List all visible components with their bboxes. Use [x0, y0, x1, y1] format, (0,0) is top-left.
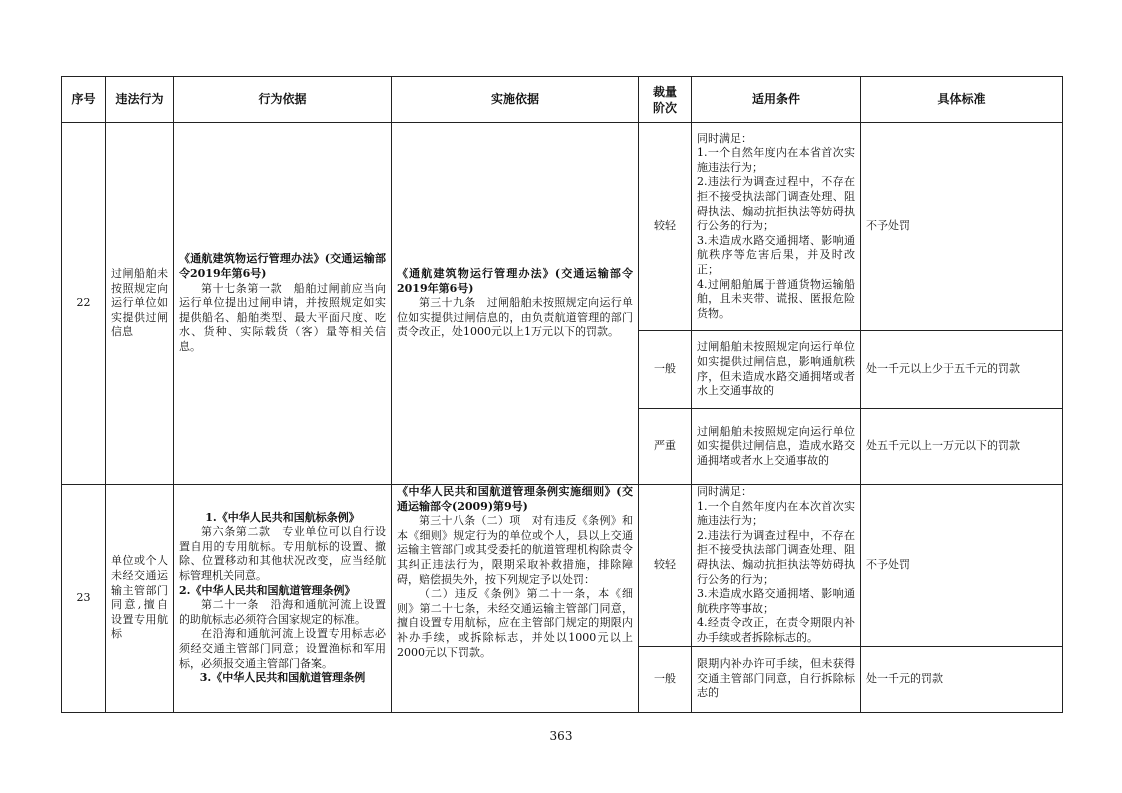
header-basis: 行为依据 — [174, 77, 392, 123]
condition-line: 1.一个自然年度内在本省首次实施违法行为； — [697, 146, 855, 174]
cell-condition — [692, 409, 861, 485]
condition-line: 限期内补办许可手续，但未获得交通主管部门同意，自行拆除标志的 — [697, 657, 855, 700]
cell-standard: 不予处罚 — [861, 485, 1063, 647]
basis-paragraph: 第二十一条 沿海和通航河流上设置的助航标志必须符合国家规定的标准。 — [179, 598, 386, 626]
cell-condition — [692, 331, 861, 409]
cell-violation: 单位或个人未经交通运输主管部门同意,擅自设置专用航标 — [106, 485, 174, 713]
cell-impl — [392, 485, 639, 713]
cell-standard: 处五千元以上一万元以下的罚款 — [861, 409, 1063, 485]
cell-level: 一般 — [639, 646, 692, 712]
page-number: 363 — [549, 729, 573, 743]
header-level-text: 裁量阶次 — [652, 84, 677, 115]
condition-line: 过闸船舶未按照规定向运行单位如实提供过闸信息，影响通航秩序，但未造成水路交通拥堵或者水上交通事故的 — [697, 340, 855, 398]
basis-paragraph: 2.《中华人民共和国航道管理条例》 — [179, 583, 356, 597]
basis-paragraph: 1.《中华人民共和国航标条例》 — [205, 510, 360, 524]
basis-paragraph: 第十七条第一款 船舶过闸前应当向运行单位提出过闸申请，并按照规定如实提供船名、船舶类型、最大平面尺度、吃水、货种、实际载货（客）量等相关信息。 — [179, 281, 386, 353]
cell-basis — [174, 123, 392, 485]
cell-no: 22 — [62, 123, 106, 485]
basis-paragraph: 在沿海和通航河流上设置专用标志必须经交通主管部门同意；设置渔标和军用标，必须报交通主管部门备案。 — [179, 627, 386, 670]
impl-paragraph: 第三十八条（二）项 对有违反《条例》和本《细则》规定行为的单位或个人，县以上交通运输主管部门或其受委托的航道管理机构除责令其纠正违法行为，限期采取补救措施，排除障碍，赔偿损失外，按下列规定予以处罚： — [397, 514, 633, 586]
impl-paragraph: （二）违反《条例》第二十一条，本《细则》第二十七条，未经交通运输主管部门同意，擅自设置专用航标，应在主管部门规定的期限内补办手续，或拆除标志，并处以1000元以上2000元以下罚款。 — [397, 587, 633, 659]
impl-paragraph: 《中华人民共和国航道管理条例实施细则》(交通运输部令(2009)第9号) — [397, 485, 633, 513]
basis-paragraph: 3.《中华人民共和国航道管理条例 — [199, 671, 366, 685]
header-cond: 适用条件 — [692, 77, 861, 123]
condition-line: 4.过闸船舶属于普通货物运输船舶，且未夹带、谎报、匿报危险货物。 — [697, 277, 855, 320]
cell-standard: 处一千元以上少于五千元的罚款 — [861, 331, 1063, 409]
condition-line: 过闸船舶未按照规定向运行单位如实提供过闸信息，造成水路交通拥堵或者水上交通事故的 — [697, 424, 855, 467]
table-row — [62, 485, 1063, 647]
condition-line: 2.违法行为调查过程中，不存在拒不接受执法部门调查处理、阻碍执法、煽动抗拒执法等妨碍执行公务的行为； — [697, 175, 855, 233]
cell-level: 较轻 — [639, 123, 692, 331]
cell-impl — [392, 123, 639, 485]
cell-no: 23 — [62, 485, 106, 713]
header-no: 序号 — [62, 77, 106, 123]
cell-standard: 不予处罚 — [861, 123, 1063, 331]
impl-paragraph: 第三十九条 过闸船舶未按照规定向运行单位如实提供过闸信息的，由负责航道管理的部门责令改正，处1000元以上1万元以下的罚款。 — [397, 296, 633, 339]
condition-line: 同时满足： — [697, 131, 752, 145]
header-level — [639, 77, 692, 123]
header-std: 具体标准 — [861, 77, 1063, 123]
cell-condition — [692, 646, 861, 712]
impl-paragraph: 《通航建筑物运行管理办法》(交通运输部令2019年第6号) — [397, 267, 633, 295]
header-row — [62, 77, 1063, 123]
cell-level: 较轻 — [639, 485, 692, 647]
header-impl: 实施依据 — [392, 77, 639, 123]
cell-level: 一般 — [639, 331, 692, 409]
condition-line: 3.未造成水路交通拥堵、影响通航秩序等危害后果，并及时改正； — [697, 233, 855, 276]
condition-line: 同时满足： — [697, 485, 752, 498]
condition-line: 3.未造成水路交通拥堵、影响通航秩序等事故； — [697, 587, 855, 615]
cell-condition — [692, 485, 861, 647]
cell-basis — [174, 485, 392, 713]
cell-standard: 处一千元的罚款 — [861, 646, 1063, 712]
cell-condition — [692, 123, 861, 331]
condition-line: 1.一个自然年度内在本次首次实施违法行为； — [697, 499, 855, 528]
basis-paragraph: 《通航建筑物运行管理办法》(交通运输部令2019年第6号) — [179, 252, 386, 281]
condition-line: 2.违法行为调查过程中，不存在拒不接受执法部门调查处理、阻碍执法、煽动抗拒执法等妨碍执行公务的行为； — [697, 528, 855, 586]
table-row — [62, 123, 1063, 331]
basis-paragraph: 第六条第二款 专业单位可以自行设置自用的专用航标。专用航标的设置、撤除、位置移动和其他状况改变，应当经航标管理机关同意。 — [179, 525, 386, 583]
cell-level: 严重 — [639, 409, 692, 485]
condition-line: 4.经责令改正，在责令期限内补办手续或者拆除标志的。 — [697, 616, 855, 644]
cell-violation: 过闸船舶未按照规定向运行单位如实提供过闸信息 — [106, 123, 174, 485]
penalty-table — [61, 76, 1063, 713]
header-violation: 违法行为 — [106, 77, 174, 123]
